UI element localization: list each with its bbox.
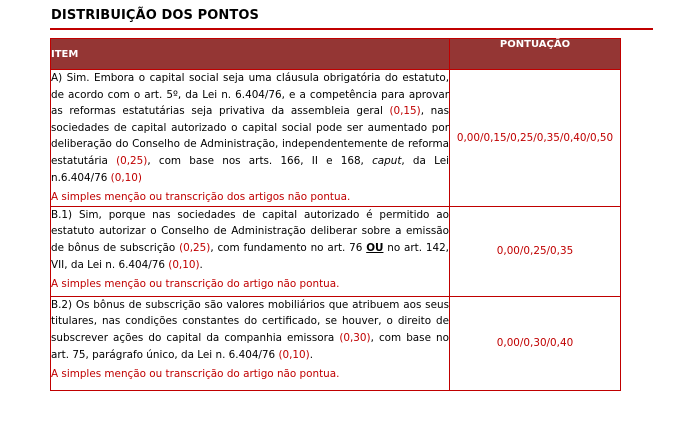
column-header-score: PONTUAÇÃO bbox=[450, 39, 621, 70]
scoring-note: A simples menção ou transcrição do artigo não pontua. bbox=[51, 368, 340, 381]
column-header-item: ITEM bbox=[51, 39, 450, 70]
points-marker: (0,15) bbox=[389, 105, 421, 118]
item-cell bbox=[51, 206, 450, 296]
table-row bbox=[51, 206, 621, 296]
score-cell: 0,00/0,25/0,35 bbox=[450, 206, 621, 296]
item-text: B.1) Sim, porque nas sociedades de capital autorizado é permitido ao estatuto autorizar o Conselho de Administração deliberar sobre a emissão de bônus de subscrição (0,25), com fundamento no art. 76 OU no art. 142, VII, da Lei n. 6.404/76 (0,10). bbox=[51, 208, 449, 271]
points-marker: (0,25) bbox=[116, 154, 148, 167]
points-marker: (0,25) bbox=[179, 241, 211, 254]
item-cell bbox=[51, 296, 450, 390]
page-title: DISTRIBUIÇÃO DOS PONTOS bbox=[51, 8, 259, 23]
points-marker: (0,10) bbox=[110, 171, 142, 184]
title-divider bbox=[50, 28, 653, 30]
score-cell: 0,00/0,15/0,25/0,35/0,40/0,50 bbox=[450, 70, 621, 207]
scoring-note: A simples menção ou transcrição do artigo não pontua. bbox=[51, 278, 340, 291]
table-row bbox=[51, 70, 621, 207]
score-distribution-table bbox=[50, 38, 621, 391]
item-text: B.2) Os bônus de subscrição são valores mobiliários que atribuem aos seus titulares, nas condições constantes do certificado, se houver, o direito de subscrever ações do capital da companhia emissora (0,30), com base no art. 75, parágrafo único, da Lei n. 6.404/76 (0,10). bbox=[51, 298, 449, 361]
or-emphasis: OU bbox=[366, 241, 384, 254]
points-marker: (0,10) bbox=[278, 348, 310, 361]
scoring-note: A simples menção ou transcrição dos artigos não pontua. bbox=[51, 191, 351, 204]
table-row bbox=[51, 296, 621, 390]
points-marker: (0,10) bbox=[168, 258, 200, 271]
points-marker: (0,30) bbox=[339, 331, 371, 344]
score-cell: 0,00/0,30/0,40 bbox=[450, 296, 621, 390]
item-text: A) Sim. Embora o capital social seja uma cláusula obrigatória do estatuto, de acordo com o art. 5º, da Lei n. 6.404/76, e a competência para aprovar as reformas estatutárias seja privativa da assembleia geral (0,15), nas sociedades de capital autorizado o capital social pode ser aumentado por deliberação do Conselho de Administração, independentemente de reforma estatutária (0,25), com base nos arts. 166, II e 168, caput, da Lei n.6.404/76 (0,10) bbox=[51, 72, 449, 184]
table-header-row bbox=[51, 39, 621, 70]
item-cell bbox=[51, 70, 450, 207]
